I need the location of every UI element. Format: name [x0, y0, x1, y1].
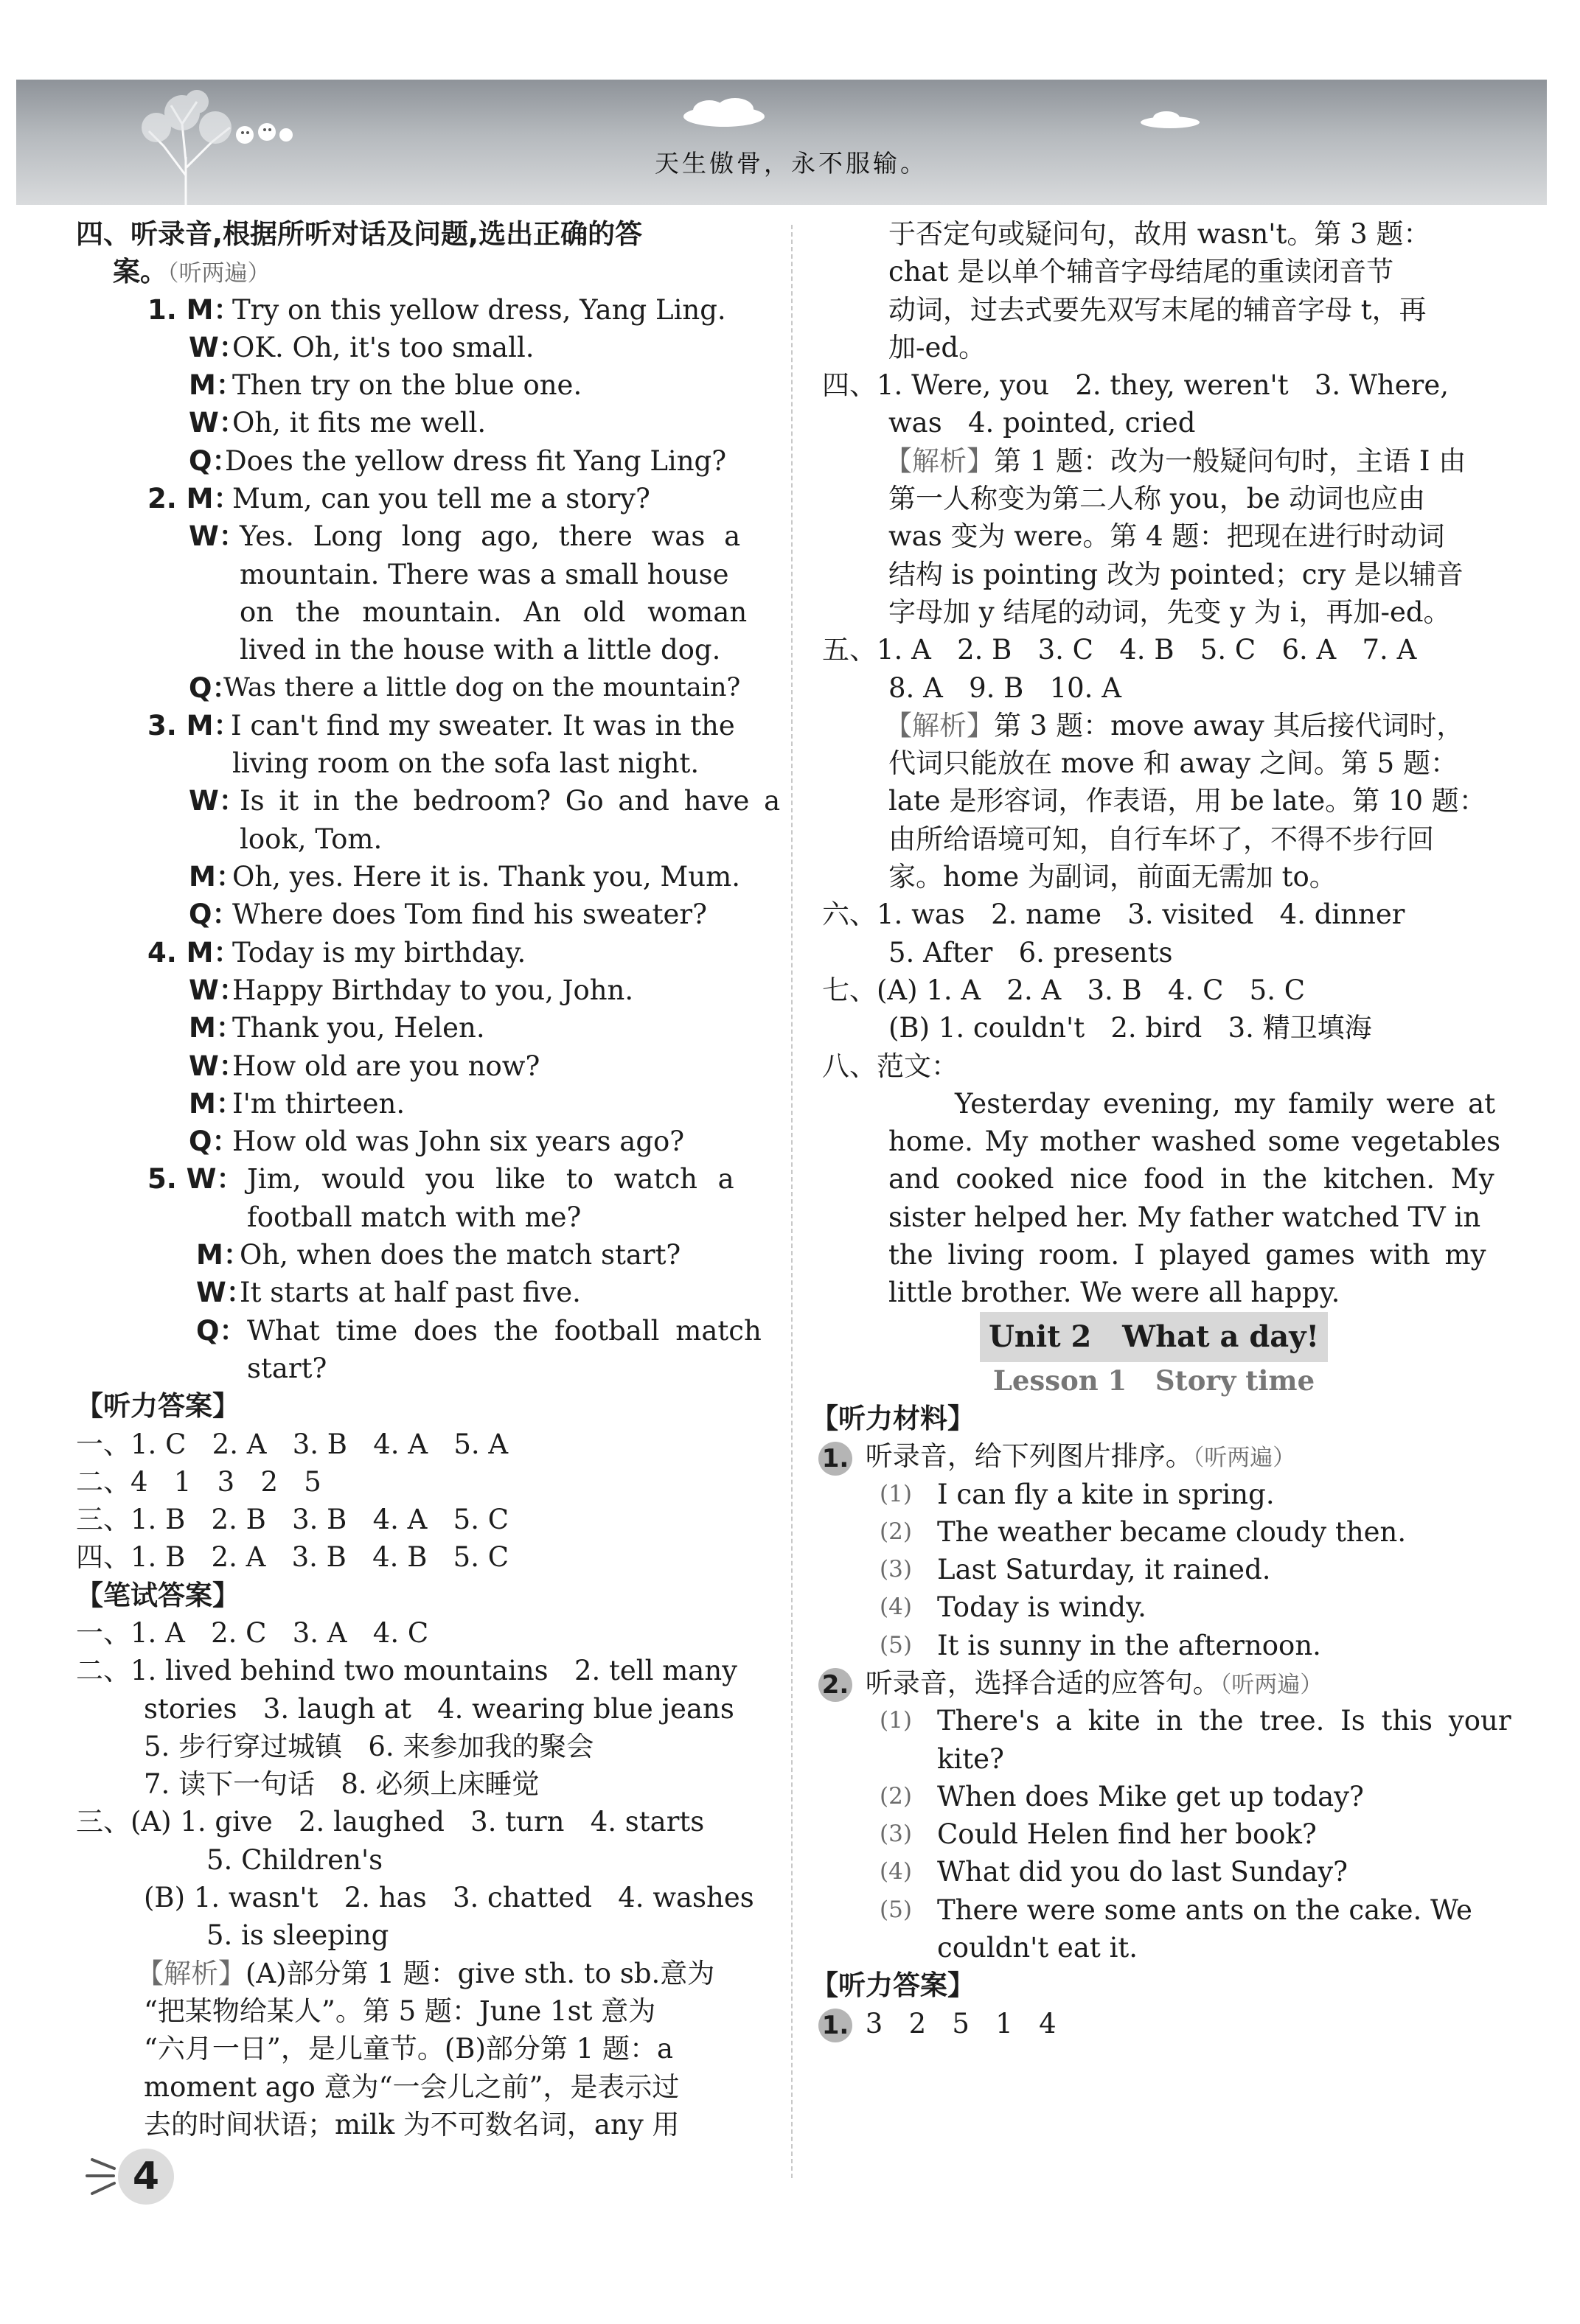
analysis-line: 家。home 为副词，前面无需加 to。	[888, 861, 1337, 893]
analysis-line: chat 是以单个辅音字母结尾的重读闭音节	[888, 256, 1394, 288]
essay-line: sister helped her. My father watched TV in	[888, 1201, 1481, 1233]
analysis-label: 【解析】	[136, 1957, 246, 1989]
speaker: 1. M：	[147, 293, 241, 326]
answer-line: 五、1. A 2. B 3. C 4. B 5. C 6. A 7. A	[822, 634, 1417, 666]
analysis-line: “六月一日”，是儿童节。(B)部分第 1 题：a	[144, 2033, 674, 2065]
analysis-text: (A)部分第 1 题：give sth. to sb.意为	[246, 1957, 715, 1989]
dialogue-line	[150, 517, 770, 555]
line-text: Thank you, Helen.	[232, 1012, 485, 1044]
answer-line: (B) 1. wasn't 2. has 3. chatted 4. washes	[144, 1882, 754, 1914]
dialogue-line	[150, 1085, 770, 1123]
line-text: Today is my birthday.	[232, 936, 526, 969]
analysis-line: was 变为 were。第 4 题：把现在进行时动词	[888, 520, 1445, 553]
question-row	[818, 1664, 1500, 1702]
analysis-line	[136, 1955, 770, 1992]
speaker: 5. W：	[147, 1163, 244, 1196]
dialogue-line	[147, 480, 770, 517]
line-text: look, Tom.	[240, 823, 383, 855]
line-text: I can't find my sweater. It was in the	[231, 709, 735, 741]
answer-line: 三、1. B 2. B 3. B 4. A 5. C	[76, 1504, 509, 1536]
item-text: There were some ants on the cake. We	[937, 1894, 1472, 1926]
written-answers-heading: 【笔试答案】	[76, 1579, 240, 1611]
dialogue-line	[150, 593, 770, 631]
line-text: living room on the sofa last night.	[232, 747, 700, 780]
dialogue-line	[150, 858, 770, 896]
item-number: (5)	[880, 1631, 912, 1658]
analysis-text: 第 3 题：move away 其后接代词时，	[994, 709, 1464, 741]
line-text: Oh, it fits me well.	[232, 407, 487, 439]
dialogue-line	[150, 1312, 770, 1350]
answer-line: 六、1. was 2. name 3. visited 4. dinner	[822, 898, 1405, 931]
answer-line: was 4. pointed, cried	[888, 407, 1196, 439]
item-number: (2)	[880, 1518, 912, 1545]
item-number: (4)	[880, 1858, 912, 1885]
dialogue-line	[150, 782, 781, 820]
dialogue-3	[147, 707, 781, 934]
analysis-line: 代词只能放在 move 和 away 之间。第 5 题：	[888, 747, 1458, 780]
line-text: start?	[247, 1352, 327, 1384]
dialogue-line	[150, 1047, 770, 1085]
item-number: (3)	[880, 1821, 912, 1848]
line-text: Happy Birthday to you, John.	[232, 974, 634, 1006]
item-text: There's a kite in the tree. Is this your	[937, 1705, 1511, 1737]
dialogue-line	[150, 442, 770, 480]
dialogue-line	[150, 820, 770, 858]
question-row	[818, 1437, 1500, 1475]
list-item	[822, 1627, 1500, 1664]
answer-row	[818, 2005, 1500, 2042]
list-item	[822, 1815, 1500, 1853]
section-title-text: 案。	[113, 256, 167, 288]
item-text: couldn't eat it.	[937, 1932, 1138, 1964]
dialogue-4	[147, 934, 770, 1161]
analysis-line: 第一人称变为第二人称 you，be 动词也应由	[888, 483, 1426, 515]
question-title: 听录音，给下列图片排序。	[865, 1440, 1193, 1473]
item-text: The weather became cloudy then.	[937, 1515, 1407, 1548]
item-text: Today is windy.	[937, 1591, 1146, 1624]
analysis-line: 字母加 y 结尾的动词，先变 y 为 i，再加-ed。	[888, 596, 1451, 628]
speaker: 4. M：	[147, 936, 241, 969]
list-item	[822, 1853, 1500, 1891]
dialogue-line	[150, 971, 770, 1009]
speaker: W：	[189, 407, 246, 439]
section-title	[113, 253, 770, 290]
speaker: M：	[189, 861, 243, 893]
line-text: Oh, when does the match start?	[240, 1239, 681, 1271]
analysis-line	[885, 707, 1500, 744]
speaker: W：	[189, 785, 246, 817]
list-item	[822, 1891, 1500, 1929]
essay-line: home. My mother washed some vegetables	[888, 1126, 1501, 1158]
listening-answers-heading: 【听力答案】	[76, 1390, 240, 1423]
item-text: Last Saturday, it rained.	[937, 1554, 1271, 1586]
analysis-line: “把某物给某人”。第 5 题：June 1st 意为	[144, 1995, 656, 2027]
dialogue-line	[150, 366, 770, 404]
speaker: W：	[189, 1050, 246, 1082]
listen-twice-note: （听两遍）	[1219, 1671, 1323, 1698]
speaker: 2. M：	[147, 483, 241, 515]
speaker: W：	[189, 331, 246, 363]
speaker: Q：	[196, 1314, 247, 1347]
dialogue-line	[150, 1009, 770, 1047]
speaker: W：	[189, 520, 246, 553]
column-divider	[791, 225, 793, 2178]
dialogue-line	[150, 631, 770, 669]
dialogue-line	[150, 1274, 770, 1311]
speaker: Q：	[189, 444, 240, 477]
dialogue-line	[150, 669, 770, 707]
line-text: Does the yellow dress fit Yang Ling?	[225, 444, 727, 477]
answer-text: 3 2 5 1 4	[865, 2007, 1057, 2039]
answer-line: 5. 步行穿过城镇 6. 来参加我的聚会	[144, 1730, 594, 1762]
item-text: What did you do last Sunday?	[937, 1856, 1348, 1888]
analysis-label: 【解析】	[885, 709, 994, 741]
dialogue-line	[150, 1350, 770, 1387]
answer-line: 四、1. Were, you 2. they, weren't 3. Where,	[822, 369, 1450, 402]
cloud-icon	[1137, 109, 1203, 131]
list-item	[822, 1551, 1500, 1588]
item-text: When does Mike get up today?	[937, 1780, 1364, 1812]
speaker: Q：	[189, 1126, 240, 1158]
line-text: Was there a little dog on the mountain?	[223, 672, 741, 702]
answer-line: 5. Children's	[206, 1843, 383, 1876]
unit-title: Unit 2 What a day!	[980, 1312, 1328, 1362]
essay-line: Yesterday evening, my family were at	[955, 1087, 1496, 1120]
answer-line: 三、(A) 1. give 2. laughed 3. turn 4. starts	[76, 1806, 705, 1838]
lesson-title: Lesson 1 Story time	[992, 1364, 1315, 1397]
dialogue-line	[150, 896, 770, 933]
line-text: How old are you now?	[232, 1050, 540, 1082]
line-text: OK. Oh, it's too small.	[232, 331, 535, 363]
item-text: It is sunny in the afternoon.	[937, 1629, 1321, 1661]
line-text: lived in the house with a little dog.	[240, 634, 721, 666]
dialogue-line	[150, 404, 770, 442]
dialogue-line	[150, 556, 770, 593]
dialogue-line	[150, 329, 770, 366]
essay-line: little brother. We were all happy.	[888, 1277, 1340, 1309]
speaker: M：	[189, 1087, 243, 1120]
item-number: (4)	[880, 1594, 912, 1621]
line-text: How old was John six years ago?	[232, 1126, 685, 1158]
list-item	[822, 1513, 1500, 1551]
dialogue-2	[147, 480, 770, 707]
answer-line: 7. 读下一句话 8. 必须上床睡觉	[144, 1768, 540, 1801]
left-column	[76, 215, 781, 2143]
list-item	[822, 1702, 1511, 1739]
answer-line: 七、(A) 1. A 2. A 3. B 4. C 5. C	[822, 974, 1306, 1006]
speaker: 3. M：	[147, 709, 241, 741]
dialogue-line	[147, 291, 770, 329]
list-item	[822, 1740, 1500, 1778]
line-text: Where does Tom find his sweater?	[232, 898, 707, 931]
answer-line: 8. A 9. B 10. A	[888, 671, 1121, 704]
question-number-badge: 1.	[818, 2009, 852, 2042]
header-banner	[16, 80, 1547, 205]
answer-line: 四、1. B 2. A 3. B 4. B 5. C	[76, 1541, 509, 1574]
analysis-line: 于否定句或疑问句，故用 wasn't。第 3 题：	[888, 218, 1431, 250]
essay-line: and cooked nice food in the kitchen. My	[888, 1163, 1494, 1196]
speaker: W：	[196, 1277, 254, 1309]
dialogue-line	[150, 1198, 770, 1236]
answer-line: (B) 1. couldn't 2. bird 3. 精卫填海	[888, 1012, 1372, 1044]
item-number: (1)	[880, 1707, 912, 1734]
analysis-line: 加-ed。	[888, 331, 986, 363]
item-number: (3)	[880, 1556, 912, 1583]
question-title: 听录音，选择合适的应答句。	[865, 1667, 1220, 1699]
item-number: (1)	[880, 1480, 912, 1507]
speaker: M：	[196, 1239, 251, 1271]
answer-line: 一、1. C 2. A 3. B 4. A 5. A	[76, 1428, 509, 1460]
item-text: I can fly a kite in spring.	[937, 1478, 1275, 1510]
line-text: Jim, would you like to watch a	[247, 1163, 734, 1196]
speaker: M：	[189, 1012, 243, 1044]
dialogue-5	[147, 1160, 770, 1387]
analysis-line: moment ago 意为“一会儿之前”，是表示过	[144, 2070, 680, 2103]
analysis-line: 由所给语境可知，自行车坏了，不得不步行回	[888, 823, 1434, 855]
analysis-line	[885, 442, 1500, 480]
essay-line: the living room. I played games with my	[888, 1239, 1486, 1271]
listening-answers-heading: 【听力答案】	[811, 1969, 975, 2002]
analysis-line: late 是形容词，作表语，用 be late。第 10 题：	[888, 785, 1486, 817]
line-text: football match with me?	[247, 1201, 582, 1233]
list-item	[822, 1588, 1500, 1626]
essay-heading: 八、范文：	[822, 1050, 958, 1082]
dialogue-line	[147, 934, 770, 971]
line-text: Mum, can you tell me a story?	[232, 483, 650, 515]
answer-line: 二、1. lived behind two mountains 2. tell many	[76, 1655, 738, 1687]
listen-twice-note: （听两遍）	[1192, 1445, 1296, 1472]
analysis-line: 动词，过去式要先双写末尾的辅音字母 t，再	[888, 293, 1427, 326]
analysis-label: 【解析】	[885, 444, 994, 477]
birds-icon	[230, 113, 296, 150]
item-number: (2)	[880, 1782, 912, 1810]
answer-line: 一、1. A 2. C 3. A 4. C	[76, 1616, 429, 1649]
speaker: Q：	[189, 898, 240, 931]
listening-material-heading: 【听力材料】	[811, 1402, 975, 1434]
line-text: What time does the football match	[247, 1314, 762, 1347]
speaker: W：	[189, 974, 246, 1006]
page-number: 4	[118, 2149, 174, 2205]
line-text: on the mountain. An old woman	[240, 596, 748, 628]
dialogue-line	[150, 1123, 770, 1160]
line-text: It starts at half past five.	[240, 1277, 581, 1309]
question-number-badge: 1.	[818, 1442, 852, 1476]
dialogue-1	[147, 291, 770, 480]
line-text: mountain. There was a small house	[240, 558, 729, 590]
item-number: (5)	[880, 1896, 912, 1923]
question-number-badge: 2.	[818, 1668, 852, 1702]
answer-line: 5. After 6. presents	[888, 936, 1173, 969]
answer-line: 二、4 1 3 2 5	[76, 1465, 321, 1498]
item-text: kite?	[937, 1742, 1004, 1775]
line-text: Oh, yes. Here it is. Thank you, Mum.	[232, 861, 740, 893]
list-item	[822, 1778, 1500, 1815]
speaker: Q：	[189, 671, 240, 704]
dialogue-line	[150, 1236, 770, 1274]
motto: 天生傲骨，永不服输。	[655, 149, 928, 178]
line-text: Try on this yellow dress, Yang Ling.	[232, 293, 726, 326]
answer-line: 5. is sleeping	[206, 1919, 389, 1952]
analysis-line: 去的时间状语；milk 为不可数名词，any 用	[144, 2108, 680, 2140]
list-item	[822, 1929, 1500, 1967]
unit-title-row	[807, 1312, 1500, 1362]
speaker: M：	[189, 369, 243, 402]
right-column	[811, 215, 1511, 2042]
item-text: Could Helen find her book?	[937, 1818, 1317, 1851]
line-text: Then try on the blue one.	[232, 369, 582, 402]
cloud-icon	[672, 94, 776, 131]
dialogue-line	[147, 707, 770, 744]
line-text: I'm thirteen.	[232, 1087, 406, 1120]
listen-twice-note: （听两遍）	[167, 260, 271, 287]
section-title-text: 四、听录音,根据所听对话及问题,选出正确的答	[76, 218, 643, 250]
line-text: Yes. Long long ago, there was a	[240, 520, 741, 553]
answer-line: stories 3. laugh at 4. wearing blue jeans	[144, 1692, 734, 1725]
section-title	[76, 215, 770, 253]
list-item	[822, 1476, 1500, 1513]
dialogue-line	[150, 744, 770, 782]
line-text: Is it in the bedroom? Go and have a	[240, 785, 781, 817]
dialogue-line	[147, 1160, 770, 1198]
analysis-text: 第 1 题：改为一般疑问句时，主语 I 由	[994, 444, 1466, 477]
analysis-line: 结构 is pointing 改为 pointed；cry 是以辅音	[888, 558, 1464, 590]
